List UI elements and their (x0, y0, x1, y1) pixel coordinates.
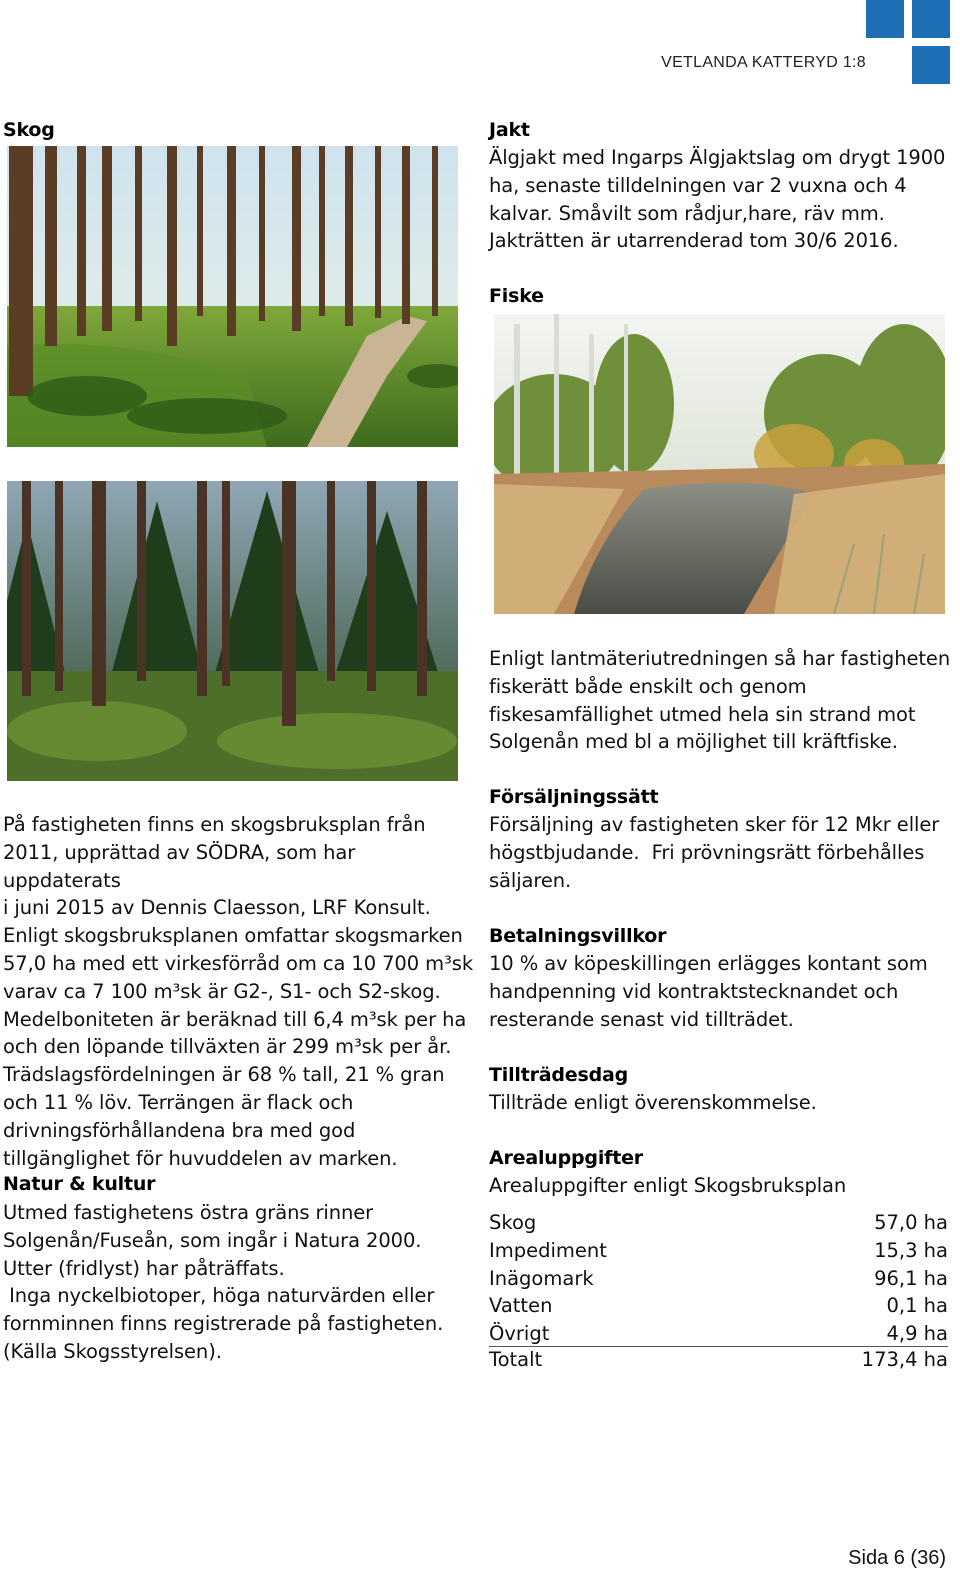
fiske-line: fiskerätt både enskilt och genom (489, 674, 807, 698)
jakt-text (489, 144, 954, 255)
skog-line: i juni 2015 av Dennis Claesson, LRF Konsult. (3, 896, 431, 920)
area-label: Impediment (489, 1238, 607, 1262)
skog-line: Medelboniteten är beräknad till 6,4 m³sk per ha (3, 1007, 467, 1031)
area-row (489, 1320, 948, 1348)
area-value: 4,9 ha (886, 1322, 948, 1346)
area-label: Vatten (489, 1294, 553, 1318)
area-table (489, 1209, 948, 1373)
logo-square-3 (912, 46, 950, 84)
document-title: VETLANDA KATTERYD 1:8 (661, 54, 866, 71)
skog-line: 2011, upprättad av SÖDRA, som har uppdaterats (3, 840, 356, 892)
skog-line: varav ca 7 100 m³sk är G2-, S1- och S2-skog. (3, 979, 441, 1003)
fiske-line: Enligt lantmäteriutredningen så har fastigheten (489, 647, 951, 670)
skog-line: På fastigheten finns en skogsbruksplan från (3, 813, 426, 836)
betalning-text (489, 950, 954, 1033)
area-total-row (489, 1346, 948, 1373)
fiske-line: fiskesamfällighet utmed hela sin strand mot (489, 702, 916, 726)
forsaljning-line: säljaren. (489, 868, 572, 892)
area-value: 15,3 ha (874, 1238, 948, 1262)
jakt-line: ha, senaste tilldelningen var 2 vuxna och 4 (489, 173, 907, 197)
tilltrade-text (489, 1089, 954, 1117)
forsaljning-line: högstbjudande. Fri prövningsrätt förbehålles (489, 840, 925, 864)
skog-text (3, 811, 473, 1172)
natur-line: Inga nyckelbiotoper, höga naturvärden eller (3, 1284, 435, 1308)
betalning-line: handpenning vid kontraktstecknandet och (489, 979, 899, 1003)
natur-heading: Natur & kultur (3, 1173, 156, 1195)
fiske-line: Solgenån med bl a möjlighet till kräftfiske. (489, 730, 898, 754)
logo-square-2 (912, 0, 950, 38)
area-row (489, 1292, 948, 1320)
natur-line: (Källa Skogsstyrelsen). (3, 1339, 222, 1363)
natur-line: Utmed fastighetens östra gräns rinner (3, 1201, 374, 1224)
jakt-line: Älgjakt med Ingarps Älgjaktslag om drygt 1900 (489, 146, 946, 169)
area-row (489, 1209, 948, 1237)
areal-heading: Arealuppgifter (489, 1147, 643, 1169)
area-total-value: 173,4 ha (861, 1347, 948, 1371)
area-label: Inägomark (489, 1266, 594, 1290)
page-number: Sida 6 (36) (848, 1547, 946, 1569)
area-label: Skog (489, 1211, 537, 1234)
river-photo (494, 314, 945, 614)
tilltrade-heading: Tillträdesdag (489, 1064, 628, 1086)
area-value: 0,1 ha (886, 1294, 948, 1318)
area-row (489, 1237, 948, 1265)
skog-line: Trädslagsfördelningen är 68 % tall, 21 % gran (3, 1063, 445, 1087)
area-row (489, 1265, 948, 1293)
betalning-line: resterande senast vid tillträdet. (489, 1007, 794, 1031)
jakt-line: Jakträtten är utarrenderad tom 30/6 2016. (489, 229, 899, 253)
skog-heading: Skog (3, 119, 55, 141)
spruce-forest-photo (7, 481, 458, 781)
fiske-text (489, 645, 954, 756)
tilltrade-line: Tillträde enligt överenskommelse. (489, 1091, 817, 1114)
fiske-heading: Fiske (489, 285, 544, 307)
area-value: 96,1 ha (874, 1266, 948, 1290)
natur-line: Solgenån/Fuseån, som ingår i Natura 2000. (3, 1228, 422, 1252)
jakt-line: kalvar. Småvilt som rådjur,hare, räv mm. (489, 201, 885, 225)
skog-line: drivningsförhållandena bra med god (3, 1118, 356, 1142)
skog-line: och 11 % löv. Terrängen är flack och (3, 1090, 354, 1114)
pine-forest-photo (7, 146, 458, 447)
skog-line: Enligt skogsbruksplanen omfattar skogsmarken (3, 924, 463, 948)
natur-line: fornminnen finns registrerade på fastigheten. (3, 1312, 444, 1336)
jakt-heading: Jakt (489, 119, 530, 141)
forsaljning-line: Försäljning av fastigheten sker för 12 Mkr eller (489, 813, 940, 836)
areal-subtitle: Arealuppgifter enligt Skogsbruksplan (489, 1174, 847, 1197)
betalning-line: 10 % av köpeskillingen erlägges kontant som (489, 952, 928, 975)
natur-text (3, 1199, 473, 1366)
area-total-label: Totalt (489, 1347, 543, 1371)
skog-line: 57,0 ha med ett virkesförråd om ca 10 700 m³sk (3, 951, 474, 975)
area-label: Övrigt (489, 1322, 550, 1346)
forsaljning-heading: Försäljningssätt (489, 786, 659, 808)
logo-square-1 (866, 0, 904, 38)
natur-line: Utter (fridlyst) har påträffats. (3, 1256, 285, 1280)
skog-line: och den löpande tillväxten är 299 m³sk per år. (3, 1035, 452, 1059)
area-value: 57,0 ha (874, 1211, 948, 1234)
betalning-heading: Betalningsvillkor (489, 925, 667, 947)
skog-line: tillgänglighet för huvuddelen av marken. (3, 1146, 398, 1170)
forsaljning-text (489, 811, 954, 894)
